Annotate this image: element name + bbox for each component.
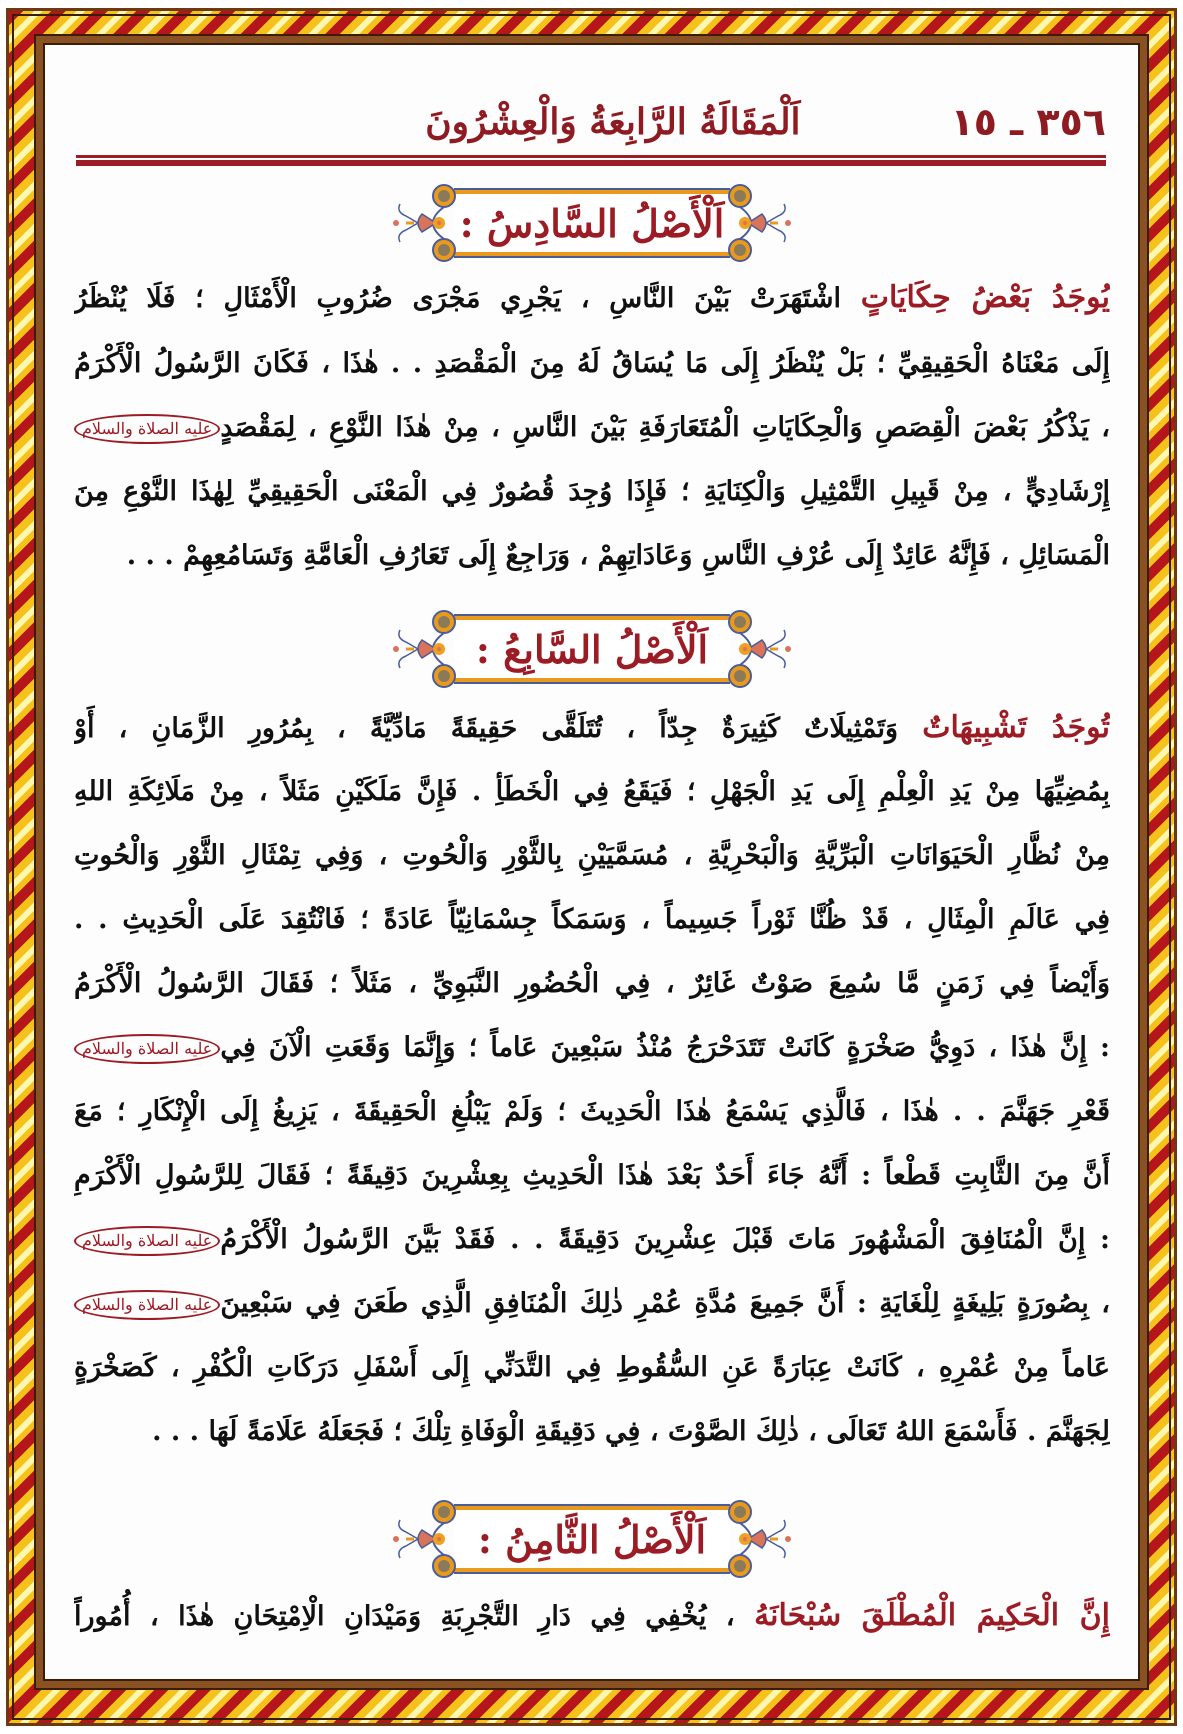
text-line: قَعْرِ جَهَنَّمَ . . هٰذَا ، فَالَّذِي يَسْمَعُ هٰذَا الْحَدِيثَ ؛ وَلَمْ يَبْلُغِ الْحَقِيقَةَ ، يَزِيغُ إِلَى الْإِنْكَارِ ؛ مَعَ <box>74 1096 1110 1127</box>
header-divider-thick <box>76 160 1106 166</box>
arabesque-ornament-icon <box>722 610 792 688</box>
text-line: ، بِصُورَةٍ بَلِيغَةٍ لِلْغَايَةِ : أَنَّ جَمِيعَ مُدَّةِ عُمْرِ ذٰلِكَ الْمُنَافِقِ الَّذِي طَعَنَ فِي سَبْعِينَعليه الصلاة والسلام <box>74 1276 1110 1332</box>
text-line: عَاماً مِنْ عُمْرِهِ ، كَانَتْ عِبَارَةً عَنِ السُّقُوطِ فِي التَّدَنِّي إِلَى أَسْفَلِ دَرَكَاتِ الْكُفْرِ ، كَصَخْرَةٍ <box>74 1352 1110 1383</box>
chapter-title: اَلْمَقَالَةُ الرَّابِعَةُ وَالْعِشْرُونَ <box>425 101 801 143</box>
arabesque-ornament-icon <box>392 184 462 262</box>
text-line: الْمَسَائِلِ ، فَإِنَّهُ عَائِدٌ إِلَى عُرْفِ النَّاسِ وَعَادَاتِهِمْ ، وَرَاجِعٌ إِلَى تَعَارُفِ الْعَامَّةِ وَتَسَامُعِهِمْ . . . <box>126 540 1110 571</box>
text-line: بِمُضِيِّهَا مِنْ يَدِ الْعِلْمِ إِلَى يَدِ الْجَهْلِ ؛ فَيَقَعُ فِي الْخَطَأِ . فَإِنَّ مَلَكَيْنِ مَثَلاً ، مِنْ مَلَائِكَةِ اللهِ <box>74 776 1110 807</box>
text-line: وَأَيْضاً فِي زَمَنٍ مَّا سُمِعَ صَوْتٌ غَائِرٌ ، فِي الْحُضُورِ النَّبَوِيِّ ، مَثَلاً ؛ فَقَالَ الرَّسُولُ الْأَكْرَمُ <box>74 968 1110 999</box>
section-heading: اَلْأَصْلُ الثَّامِنُ : <box>477 1516 707 1562</box>
header-divider <box>76 155 1106 158</box>
honorific-symbol: عليه الصلاة والسلام <box>74 1290 220 1320</box>
text-line: فِي عَالَمِ الْمِثَالِ ، قَدْ ظُنَّا ثَوْراً جَسِيماً ، وَسَمَكاً جِسْمَانِيّاً عَادَةً ؛ فَانْتُقِدَ عَلَى الْحَدِيثِ . . <box>74 904 1110 935</box>
arabesque-ornament-icon <box>722 184 792 262</box>
lead-phrase: يُوجَدُ بَعْضُ حِكَايَاتٍ <box>860 280 1110 315</box>
section-heading: اَلْأَصْلُ السَّادِسُ : <box>459 200 725 246</box>
text-line: أَنَّ مِنَ الثَّابِتِ قَطْعاً : أَنَّهُ جَاءَ أَحَدٌ بَعْدَ هٰذَا الْحَدِيثِ بِعِشْرِينَ دَقِيقَةً ؛ فَقَالَ لِلرَّسُولِ الْأَكْرَمِ <box>74 1160 1110 1191</box>
text-line: لِجَهَنَّمَ . فَأَسْمَعَ اللهُ تَعَالَى ، ذٰلِكَ الصَّوْتَ ، فِي دَقِيقَةِ الْوَفَاةِ تِلْكَ ؛ فَجَعَلَهُ عَلَامَةً لَهَا . . . <box>152 1416 1110 1447</box>
honorific-symbol: عليه الصلاة والسلام <box>74 1226 220 1256</box>
section-heading-banner <box>392 610 792 688</box>
text-line: : إِنَّ هٰذَا ، دَوِيُّ صَخْرَةٍ كَانَتْ تَتَدَحْرَجُ مُنْذُ سَبْعِينَ عَاماً ؛ وَإِنَّمَا وَقَعَتِ الْآنَ فِيعليه الصلاة والسلام <box>74 1020 1110 1076</box>
section-heading-banner <box>392 184 792 262</box>
honorific-symbol: عليه الصلاة والسلام <box>74 1034 220 1064</box>
text-line: إِنَّ الْحَكِيمَ الْمُطْلَقَ سُبْحَانَهُ ، يُخْفِي فِي دَارِ التَّجْرِبَةِ وَمَيْدَانِ الْاِمْتِحَانِ هٰذَا ، أُمُوراً <box>74 1598 1110 1633</box>
arabesque-ornament-icon <box>722 1500 792 1578</box>
text-line: تُوجَدُ تَشْبِيهَاتٌ وَتَمْثِيلَاتٌ كَثِيرَةٌ جِدّاً ، تُتَلَقَّى حَقِيقَةً مَادِّيَّةً ، بِمُرُورِ الزَّمَانِ ، أَوْ <box>74 710 1110 745</box>
section-heading: اَلْأَصْلُ السَّابِعُ : <box>475 626 709 672</box>
lead-phrase: إِنَّ الْحَكِيمَ الْمُطْلَقَ سُبْحَانَهُ <box>754 1598 1110 1633</box>
arabesque-ornament-icon <box>392 1500 462 1578</box>
arabesque-ornament-icon <box>392 610 462 688</box>
honorific-symbol: عليه الصلاة والسلام <box>74 414 220 444</box>
text-line: مِنْ نُظَّارِ الْحَيَوَانَاتِ الْبَرِّيَّةِ وَالْبَحْرِيَّةِ ، مُسَمَّيَيْنِ بِالثَّوْرِ وَالْحُوتِ ، وَفِي تِمْثَالِ الثَّوْرِ وَالْحُوتِ <box>74 840 1110 871</box>
text-line: : إِنَّ الْمُنَافِقَ الْمَشْهُورَ مَاتَ قَبْلَ عِشْرِينَ دَقِيقَةً . . فَقَدْ بَيَّنَ الرَّسُولُ الْأَكْرَمُعليه الصلاة والسلام <box>74 1212 1110 1268</box>
text-line: إِلَى مَعْنَاهُ الْحَقِيقِيِّ ؛ بَلْ يُنْظَرُ إِلَى مَا يُسَاقُ لَهُ مِنَ الْمَقْصَدِ . . هٰذَا ، فَكَانَ الرَّسُولُ الْأَكْرَمُ <box>74 348 1110 379</box>
text-line: إِرْشَادِيٍّ ، مِنْ قَبِيلِ التَّمْثِيلِ وَالْكِنَايَةِ ؛ فَإِذَا وُجِدَ قُصُورٌ فِي الْمَعْنَى الْحَقِيقِيِّ لِهٰذَا النَّوْعِ مِنَ <box>74 476 1110 507</box>
page-header <box>76 92 1106 152</box>
section-heading-banner <box>392 1500 792 1578</box>
text-line: ، يَذْكُرُ بَعْضَ الْقِصَصِ وَالْحِكَايَاتِ الْمُتَعَارَفَةِ بَيْنَ النَّاسِ ، مِنْ هٰذَا النَّوْعِ ، لِمَقْصَدٍعليه الصلاة والسلام <box>74 400 1110 456</box>
text-line: يُوجَدُ بَعْضُ حِكَايَاتٍ اشْتَهَرَتْ بَيْنَ النَّاسِ ، يَجْرِي مَجْرَى ضُرُوبِ الْأَمْثَالِ ؛ فَلَا يُنْظَرُ <box>74 280 1110 315</box>
page-number: ٣٥٦ ـ ١٥ <box>950 100 1106 144</box>
lead-phrase: تُوجَدُ تَشْبِيهَاتٌ <box>922 710 1110 745</box>
